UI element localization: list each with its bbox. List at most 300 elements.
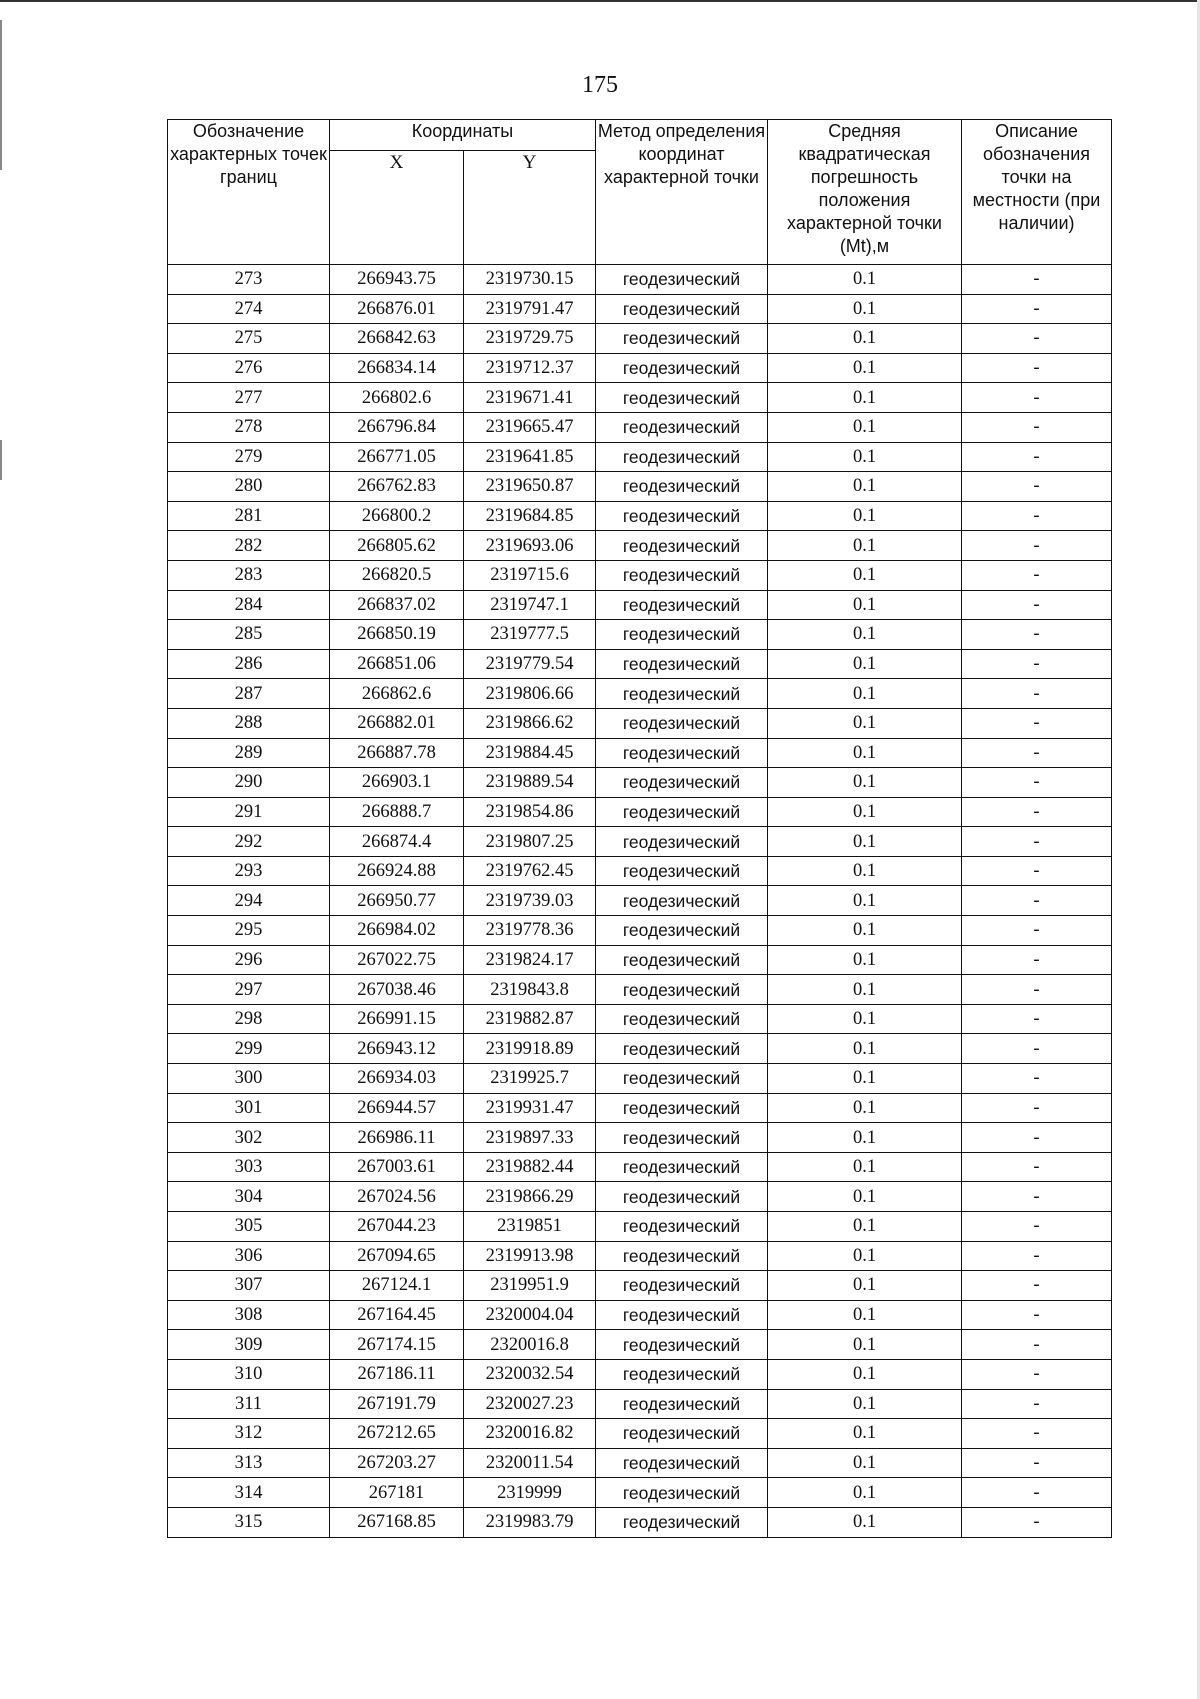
point-number-cell: 276 [168, 353, 330, 383]
point-number-cell: 306 [168, 1241, 330, 1271]
table-row [168, 560, 1112, 590]
error-cell: 0.1 [768, 560, 962, 590]
description-cell: - [962, 294, 1112, 324]
point-number-cell: 296 [168, 945, 330, 975]
table-row [168, 1271, 1112, 1301]
table-row [168, 1241, 1112, 1271]
point-number-cell: 308 [168, 1300, 330, 1330]
error-cell: 0.1 [768, 501, 962, 531]
description-cell: - [962, 1330, 1112, 1360]
table-row [168, 1034, 1112, 1064]
error-cell: 0.1 [768, 531, 962, 561]
error-cell: 0.1 [768, 324, 962, 354]
table-row [168, 916, 1112, 946]
x-coordinate-cell: 266842.63 [330, 324, 464, 354]
method-cell: геодезический [596, 353, 768, 383]
x-coordinate-cell: 266796.84 [330, 412, 464, 442]
table-row [168, 1359, 1112, 1389]
method-cell: геодезический [596, 442, 768, 472]
description-cell: - [962, 1182, 1112, 1212]
description-cell: - [962, 975, 1112, 1005]
description-cell: - [962, 856, 1112, 886]
error-cell: 0.1 [768, 649, 962, 679]
table-row [168, 1152, 1112, 1182]
scan-top-edge [0, 0, 1200, 2]
method-cell: геодезический [596, 1389, 768, 1419]
table-row [168, 294, 1112, 324]
error-cell: 0.1 [768, 383, 962, 413]
x-coordinate-cell: 266882.01 [330, 708, 464, 738]
point-number-cell: 285 [168, 620, 330, 650]
description-cell: - [962, 827, 1112, 857]
y-coordinate-cell: 2319730.15 [464, 265, 596, 295]
method-cell: геодезический [596, 1300, 768, 1330]
table-row [168, 412, 1112, 442]
point-number-cell: 301 [168, 1093, 330, 1123]
x-coordinate-cell: 266887.78 [330, 738, 464, 768]
description-cell: - [962, 1064, 1112, 1094]
point-number-cell: 291 [168, 797, 330, 827]
description-cell: - [962, 886, 1112, 916]
description-cell: - [962, 797, 1112, 827]
y-coordinate-cell: 2320011.54 [464, 1448, 596, 1478]
method-cell: геодезический [596, 1123, 768, 1153]
y-coordinate-cell: 2320032.54 [464, 1359, 596, 1389]
description-cell: - [962, 412, 1112, 442]
method-cell: геодезический [596, 1507, 768, 1537]
y-coordinate-cell: 2319882.87 [464, 1004, 596, 1034]
point-number-cell: 302 [168, 1123, 330, 1153]
table-row [168, 827, 1112, 857]
point-number-cell: 274 [168, 294, 330, 324]
error-cell: 0.1 [768, 412, 962, 442]
table-row [168, 1093, 1112, 1123]
description-cell: - [962, 560, 1112, 590]
y-coordinate-cell: 2319913.98 [464, 1241, 596, 1271]
description-cell: - [962, 620, 1112, 650]
x-coordinate-cell: 266874.4 [330, 827, 464, 857]
point-number-cell: 313 [168, 1448, 330, 1478]
y-coordinate-cell: 2320016.8 [464, 1330, 596, 1360]
y-coordinate-cell: 2319807.25 [464, 827, 596, 857]
description-cell: - [962, 472, 1112, 502]
table-row [168, 1507, 1112, 1537]
x-coordinate-cell: 266851.06 [330, 649, 464, 679]
method-cell: геодезический [596, 1034, 768, 1064]
table-row [168, 501, 1112, 531]
x-coordinate-cell: 266820.5 [330, 560, 464, 590]
y-coordinate-cell: 2319762.45 [464, 856, 596, 886]
table-row [168, 738, 1112, 768]
error-cell: 0.1 [768, 1389, 962, 1419]
point-number-cell: 294 [168, 886, 330, 916]
error-cell: 0.1 [768, 708, 962, 738]
error-cell: 0.1 [768, 856, 962, 886]
description-cell: - [962, 916, 1112, 946]
y-coordinate-cell: 2319712.37 [464, 353, 596, 383]
y-coordinate-cell: 2319884.45 [464, 738, 596, 768]
table-row [168, 324, 1112, 354]
error-cell: 0.1 [768, 1064, 962, 1094]
description-cell: - [962, 1419, 1112, 1449]
description-cell: - [962, 590, 1112, 620]
point-number-cell: 315 [168, 1507, 330, 1537]
description-cell: - [962, 768, 1112, 798]
method-cell: геодезический [596, 1064, 768, 1094]
y-coordinate-cell: 2319843.8 [464, 975, 596, 1005]
error-cell: 0.1 [768, 1093, 962, 1123]
description-cell: - [962, 324, 1112, 354]
method-cell: геодезический [596, 1093, 768, 1123]
x-coordinate-cell: 266771.05 [330, 442, 464, 472]
table-row [168, 1478, 1112, 1508]
header-coordinates: Координаты [330, 120, 596, 151]
table-row [168, 679, 1112, 709]
x-coordinate-cell: 266862.6 [330, 679, 464, 709]
table-row [168, 1004, 1112, 1034]
y-coordinate-cell: 2319684.85 [464, 501, 596, 531]
description-cell: - [962, 1034, 1112, 1064]
error-cell: 0.1 [768, 1212, 962, 1242]
y-coordinate-cell: 2319983.79 [464, 1507, 596, 1537]
x-coordinate-cell: 266984.02 [330, 916, 464, 946]
y-coordinate-cell: 2319778.36 [464, 916, 596, 946]
table-row [168, 1182, 1112, 1212]
x-coordinate-cell: 266802.6 [330, 383, 464, 413]
header-x: X [330, 151, 464, 265]
point-number-cell: 305 [168, 1212, 330, 1242]
method-cell: геодезический [596, 1419, 768, 1449]
point-number-cell: 282 [168, 531, 330, 561]
point-number-cell: 295 [168, 916, 330, 946]
y-coordinate-cell: 2319854.86 [464, 797, 596, 827]
table-row [168, 1330, 1112, 1360]
table-header [168, 120, 1112, 265]
point-number-cell: 292 [168, 827, 330, 857]
method-cell: геодезический [596, 797, 768, 827]
table-row [168, 975, 1112, 1005]
description-cell: - [962, 738, 1112, 768]
y-coordinate-cell: 2319897.33 [464, 1123, 596, 1153]
x-coordinate-cell: 267094.65 [330, 1241, 464, 1271]
table-row [168, 265, 1112, 295]
y-coordinate-cell: 2319779.54 [464, 649, 596, 679]
error-cell: 0.1 [768, 472, 962, 502]
x-coordinate-cell: 266943.75 [330, 265, 464, 295]
point-number-cell: 286 [168, 649, 330, 679]
x-coordinate-cell: 267044.23 [330, 1212, 464, 1242]
error-cell: 0.1 [768, 1478, 962, 1508]
x-coordinate-cell: 267203.27 [330, 1448, 464, 1478]
method-cell: геодезический [596, 1478, 768, 1508]
table-row [168, 1123, 1112, 1153]
method-cell: геодезический [596, 1152, 768, 1182]
description-cell: - [962, 442, 1112, 472]
point-number-cell: 300 [168, 1064, 330, 1094]
method-cell: геодезический [596, 590, 768, 620]
y-coordinate-cell: 2319729.75 [464, 324, 596, 354]
table-row [168, 531, 1112, 561]
error-cell: 0.1 [768, 1123, 962, 1153]
method-cell: геодезический [596, 1241, 768, 1271]
method-cell: геодезический [596, 1212, 768, 1242]
x-coordinate-cell: 267191.79 [330, 1389, 464, 1419]
x-coordinate-cell: 266837.02 [330, 590, 464, 620]
description-cell: - [962, 945, 1112, 975]
header-error: Средняя квадратическая погрешность положения характерной точки (Mt),м [768, 120, 962, 265]
point-number-cell: 303 [168, 1152, 330, 1182]
x-coordinate-cell: 267124.1 [330, 1271, 464, 1301]
method-cell: геодезический [596, 945, 768, 975]
description-cell: - [962, 501, 1112, 531]
point-number-cell: 312 [168, 1419, 330, 1449]
point-number-cell: 277 [168, 383, 330, 413]
y-coordinate-cell: 2319851 [464, 1212, 596, 1242]
y-coordinate-cell: 2319925.7 [464, 1064, 596, 1094]
method-cell: геодезический [596, 738, 768, 768]
error-cell: 0.1 [768, 1241, 962, 1271]
description-cell: - [962, 1123, 1112, 1153]
table-row [168, 1212, 1112, 1242]
table-row [168, 886, 1112, 916]
error-cell: 0.1 [768, 738, 962, 768]
description-cell: - [962, 1212, 1112, 1242]
description-cell: - [962, 649, 1112, 679]
table-row [168, 1300, 1112, 1330]
y-coordinate-cell: 2319747.1 [464, 590, 596, 620]
method-cell: геодезический [596, 975, 768, 1005]
point-number-cell: 298 [168, 1004, 330, 1034]
point-number-cell: 273 [168, 265, 330, 295]
method-cell: геодезический [596, 412, 768, 442]
y-coordinate-cell: 2319866.62 [464, 708, 596, 738]
x-coordinate-cell: 267174.15 [330, 1330, 464, 1360]
method-cell: геодезический [596, 1271, 768, 1301]
error-cell: 0.1 [768, 1359, 962, 1389]
y-coordinate-cell: 2319693.06 [464, 531, 596, 561]
error-cell: 0.1 [768, 975, 962, 1005]
point-number-cell: 310 [168, 1359, 330, 1389]
x-coordinate-cell: 266888.7 [330, 797, 464, 827]
y-coordinate-cell: 2319671.41 [464, 383, 596, 413]
table-row [168, 649, 1112, 679]
header-description: Описание обозначения точки на местности (при наличии) [962, 120, 1112, 265]
error-cell: 0.1 [768, 442, 962, 472]
point-number-cell: 314 [168, 1478, 330, 1508]
point-number-cell: 309 [168, 1330, 330, 1360]
description-cell: - [962, 1271, 1112, 1301]
x-coordinate-cell: 266834.14 [330, 353, 464, 383]
error-cell: 0.1 [768, 1034, 962, 1064]
description-cell: - [962, 353, 1112, 383]
method-cell: геодезический [596, 886, 768, 916]
point-number-cell: 289 [168, 738, 330, 768]
x-coordinate-cell: 267181 [330, 1478, 464, 1508]
y-coordinate-cell: 2319806.66 [464, 679, 596, 709]
table-row [168, 353, 1112, 383]
method-cell: геодезический [596, 620, 768, 650]
point-number-cell: 299 [168, 1034, 330, 1064]
method-cell: геодезический [596, 501, 768, 531]
x-coordinate-cell: 266876.01 [330, 294, 464, 324]
method-cell: геодезический [596, 708, 768, 738]
error-cell: 0.1 [768, 1330, 962, 1360]
description-cell: - [962, 679, 1112, 709]
error-cell: 0.1 [768, 797, 962, 827]
y-coordinate-cell: 2319918.89 [464, 1034, 596, 1064]
method-cell: геодезический [596, 768, 768, 798]
description-cell: - [962, 1152, 1112, 1182]
header-y: Y [464, 151, 596, 265]
description-cell: - [962, 1448, 1112, 1478]
description-cell: - [962, 531, 1112, 561]
method-cell: геодезический [596, 294, 768, 324]
table-row [168, 442, 1112, 472]
y-coordinate-cell: 2319715.6 [464, 560, 596, 590]
y-coordinate-cell: 2319866.29 [464, 1182, 596, 1212]
x-coordinate-cell: 266805.62 [330, 531, 464, 561]
method-cell: геодезический [596, 265, 768, 295]
y-coordinate-cell: 2319665.47 [464, 412, 596, 442]
x-coordinate-cell: 266924.88 [330, 856, 464, 886]
error-cell: 0.1 [768, 827, 962, 857]
table-row [168, 1389, 1112, 1419]
table-row [168, 768, 1112, 798]
table-body [168, 265, 1112, 1538]
point-number-cell: 311 [168, 1389, 330, 1419]
description-cell: - [962, 1300, 1112, 1330]
table-row [168, 620, 1112, 650]
error-cell: 0.1 [768, 1448, 962, 1478]
method-cell: геодезический [596, 472, 768, 502]
x-coordinate-cell: 267186.11 [330, 1359, 464, 1389]
method-cell: геодезический [596, 1004, 768, 1034]
error-cell: 0.1 [768, 1419, 962, 1449]
x-coordinate-cell: 267164.45 [330, 1300, 464, 1330]
x-coordinate-cell: 266943.12 [330, 1034, 464, 1064]
x-coordinate-cell: 267212.65 [330, 1419, 464, 1449]
table-row [168, 945, 1112, 975]
table-row [168, 797, 1112, 827]
table-row [168, 472, 1112, 502]
description-cell: - [962, 265, 1112, 295]
y-coordinate-cell: 2319882.44 [464, 1152, 596, 1182]
method-cell: геодезический [596, 1182, 768, 1212]
method-cell: геодезический [596, 383, 768, 413]
method-cell: геодезический [596, 916, 768, 946]
error-cell: 0.1 [768, 353, 962, 383]
table-row [168, 590, 1112, 620]
method-cell: геодезический [596, 856, 768, 886]
method-cell: геодезический [596, 1448, 768, 1478]
description-cell: - [962, 708, 1112, 738]
error-cell: 0.1 [768, 916, 962, 946]
x-coordinate-cell: 266991.15 [330, 1004, 464, 1034]
y-coordinate-cell: 2319739.03 [464, 886, 596, 916]
method-cell: геодезический [596, 531, 768, 561]
point-number-cell: 281 [168, 501, 330, 531]
error-cell: 0.1 [768, 1300, 962, 1330]
header-designation: Обозначение характерных точек границ [168, 120, 330, 265]
error-cell: 0.1 [768, 1182, 962, 1212]
error-cell: 0.1 [768, 768, 962, 798]
description-cell: - [962, 1389, 1112, 1419]
table-row [168, 856, 1112, 886]
error-cell: 0.1 [768, 945, 962, 975]
table-row [168, 383, 1112, 413]
table-row [168, 1064, 1112, 1094]
error-cell: 0.1 [768, 679, 962, 709]
table-row [168, 1448, 1112, 1478]
y-coordinate-cell: 2320027.23 [464, 1389, 596, 1419]
coordinates-table [167, 119, 1112, 1538]
method-cell: геодезический [596, 560, 768, 590]
y-coordinate-cell: 2319889.54 [464, 768, 596, 798]
table-row [168, 708, 1112, 738]
error-cell: 0.1 [768, 294, 962, 324]
point-number-cell: 284 [168, 590, 330, 620]
point-number-cell: 293 [168, 856, 330, 886]
y-coordinate-cell: 2320016.82 [464, 1419, 596, 1449]
y-coordinate-cell: 2319650.87 [464, 472, 596, 502]
x-coordinate-cell: 266944.57 [330, 1093, 464, 1123]
error-cell: 0.1 [768, 1271, 962, 1301]
description-cell: - [962, 1241, 1112, 1271]
y-coordinate-cell: 2319791.47 [464, 294, 596, 324]
x-coordinate-cell: 267024.56 [330, 1182, 464, 1212]
x-coordinate-cell: 266800.2 [330, 501, 464, 531]
y-coordinate-cell: 2319951.9 [464, 1271, 596, 1301]
description-cell: - [962, 1004, 1112, 1034]
point-number-cell: 297 [168, 975, 330, 1005]
method-cell: геодезический [596, 827, 768, 857]
error-cell: 0.1 [768, 265, 962, 295]
method-cell: геодезический [596, 1359, 768, 1389]
y-coordinate-cell: 2319824.17 [464, 945, 596, 975]
y-coordinate-cell: 2319931.47 [464, 1093, 596, 1123]
x-coordinate-cell: 266986.11 [330, 1123, 464, 1153]
point-number-cell: 279 [168, 442, 330, 472]
page-number: 175 [582, 72, 618, 98]
x-coordinate-cell: 267022.75 [330, 945, 464, 975]
error-cell: 0.1 [768, 590, 962, 620]
table-row [168, 1419, 1112, 1449]
x-coordinate-cell: 267038.46 [330, 975, 464, 1005]
x-coordinate-cell: 266762.83 [330, 472, 464, 502]
x-coordinate-cell: 266934.03 [330, 1064, 464, 1094]
description-cell: - [962, 1093, 1112, 1123]
point-number-cell: 287 [168, 679, 330, 709]
point-number-cell: 280 [168, 472, 330, 502]
point-number-cell: 288 [168, 708, 330, 738]
x-coordinate-cell: 266950.77 [330, 886, 464, 916]
header-method: Метод определения координат характерной точки [596, 120, 768, 265]
point-number-cell: 304 [168, 1182, 330, 1212]
error-cell: 0.1 [768, 1004, 962, 1034]
y-coordinate-cell: 2319641.85 [464, 442, 596, 472]
description-cell: - [962, 1478, 1112, 1508]
y-coordinate-cell: 2320004.04 [464, 1300, 596, 1330]
method-cell: геодезический [596, 649, 768, 679]
error-cell: 0.1 [768, 1152, 962, 1182]
error-cell: 0.1 [768, 1507, 962, 1537]
description-cell: - [962, 1507, 1112, 1537]
x-coordinate-cell: 267168.85 [330, 1507, 464, 1537]
point-number-cell: 283 [168, 560, 330, 590]
error-cell: 0.1 [768, 620, 962, 650]
method-cell: геодезический [596, 679, 768, 709]
description-cell: - [962, 383, 1112, 413]
